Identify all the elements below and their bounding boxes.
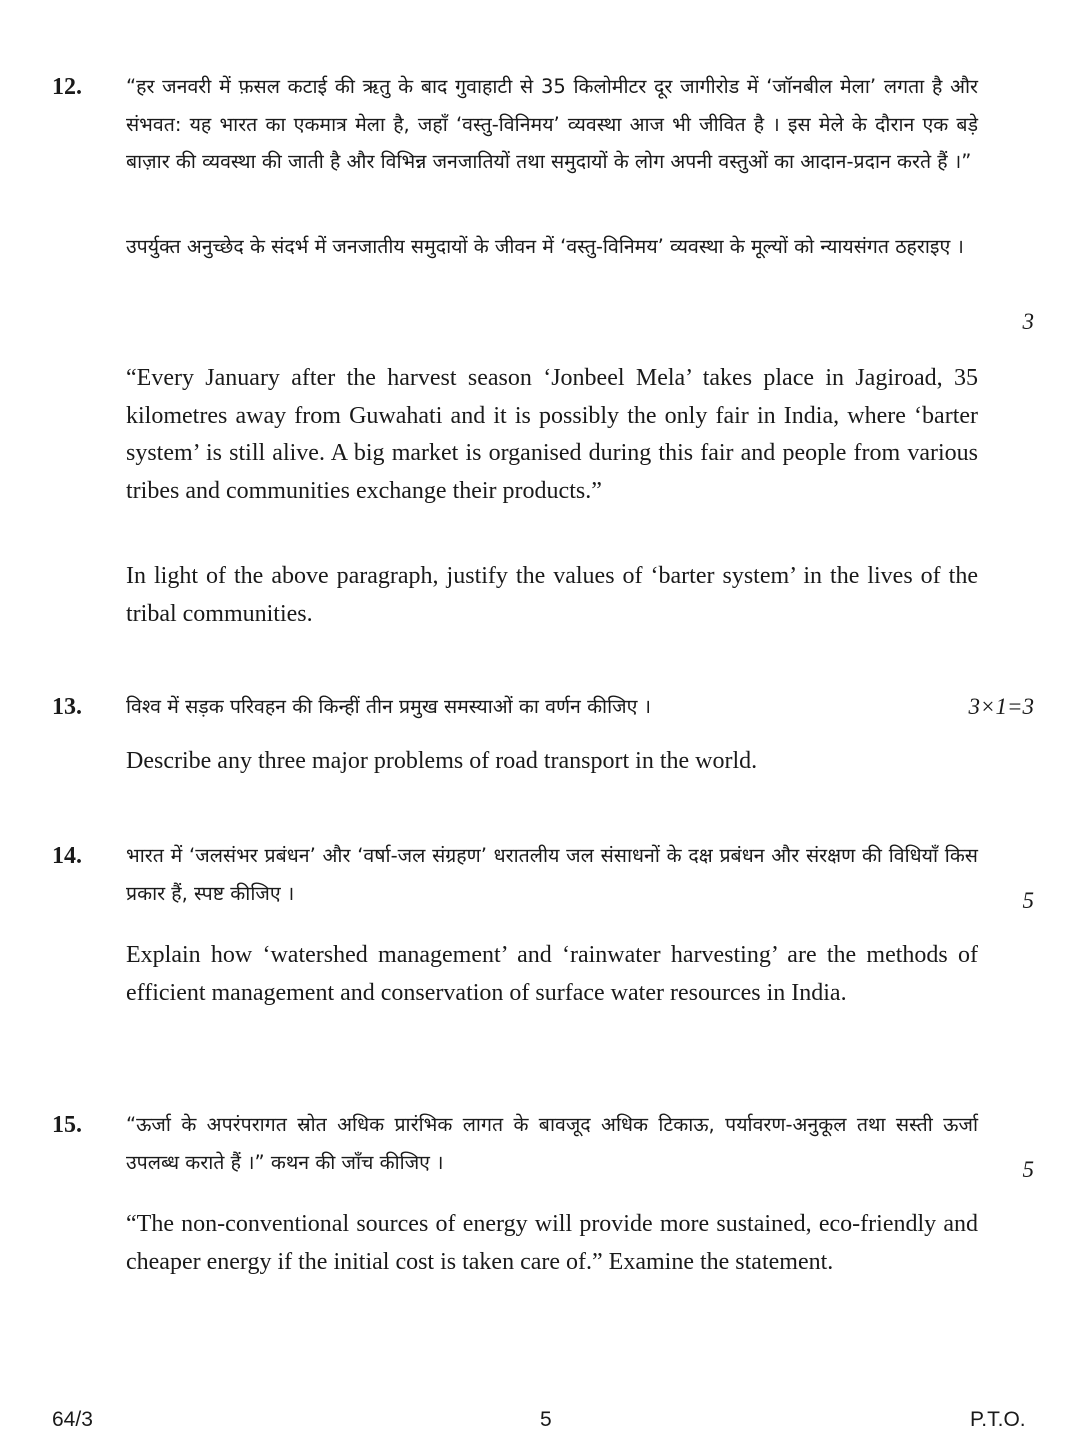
hindi-question: उपर्युक्त अनुच्छेद के संदर्भ में जनजातीय समुदायों के जीवन में ‘वस्तु-विनिमय’ व्यवस्था के मूल्यों को न्यायसंगत ठहराइए ।	[126, 235, 964, 258]
marks: 3×1=3	[968, 694, 1034, 719]
page-number: 5	[540, 1408, 552, 1431]
question-number: 13.	[52, 694, 82, 720]
paper-code: 64/3	[52, 1408, 93, 1431]
question-number: 15.	[52, 1112, 82, 1138]
question-number: 14.	[52, 843, 82, 869]
english-question: In light of the above paragraph, justify the values of ‘barter system’ in the lives of the tribal communities.	[126, 563, 978, 627]
hindi-quote: “हर जनवरी में फ़सल कटाई की ऋतु के बाद गुवाहाटी से 35 किलोमीटर दूर जागीरोड में ‘जॉनबील मेला’ लगता है और संभवत: यह भारत का एकमात्र मेला है, जहाँ ‘वस्तु-विनिमय’ व्यवस्था आज भी जीवित है । इस मेले के दौरान एक बड़े बाज़ार की व्यवस्था की जाती है और विभिन्न जनजातियों तथा समुदायों के लोग अपनी वस्तुओं का आदान-प्रदान करते हैं ।”	[126, 75, 978, 173]
english-question: Explain how ‘watershed management’ and ‘rainwater harvesting’ are the methods of efficient management and conservation of surface water resources in India.	[126, 942, 978, 1006]
english-question: Describe any three major problems of road transport in the world.	[126, 748, 758, 774]
hindi-question: “ऊर्जा के अपरंपरागत स्रोत अधिक प्रारंभिक लागत के बावजूद अधिक टिकाऊ, पर्यावरण-अनुकूल तथा सस्ती ऊर्जा उपलब्ध कराते हैं ।” कथन की जाँच कीजिए ।	[126, 1113, 978, 1174]
english-quote: “Every January after the harvest season ‘Jonbeel Mela’ takes place in Jagiroad, 35 kilometres away from Guwahati and it is possibly the only fair in India, where ‘barter system’ is still alive. A big market is organised during this fair and people from various tribes and communities exchange their products.”	[126, 365, 978, 504]
question-number: 12.	[52, 74, 82, 100]
hindi-question: भारत में ‘जलसंभर प्रबंधन’ और ‘वर्षा-जल संग्रहण’ धरातलीय जल संसाधनों के दक्ष प्रबंधन और संरक्षण की विधियाँ किस प्रकार हैं, स्पष्ट कीजिए ।	[126, 844, 978, 905]
marks: 5	[1022, 888, 1034, 913]
marks: 5	[1022, 1157, 1034, 1182]
english-question: “The non-conventional sources of energy will provide more sustained, eco-friendly and cheaper energy if the initial cost is taken care of.” Examine the statement.	[126, 1211, 978, 1275]
hindi-question: विश्व में सड़क परिवहन की किन्हीं तीन प्रमुख समस्याओं का वर्णन कीजिए ।	[126, 695, 651, 718]
pto-label: P.T.O.	[970, 1408, 1026, 1431]
marks: 3	[1022, 309, 1034, 334]
